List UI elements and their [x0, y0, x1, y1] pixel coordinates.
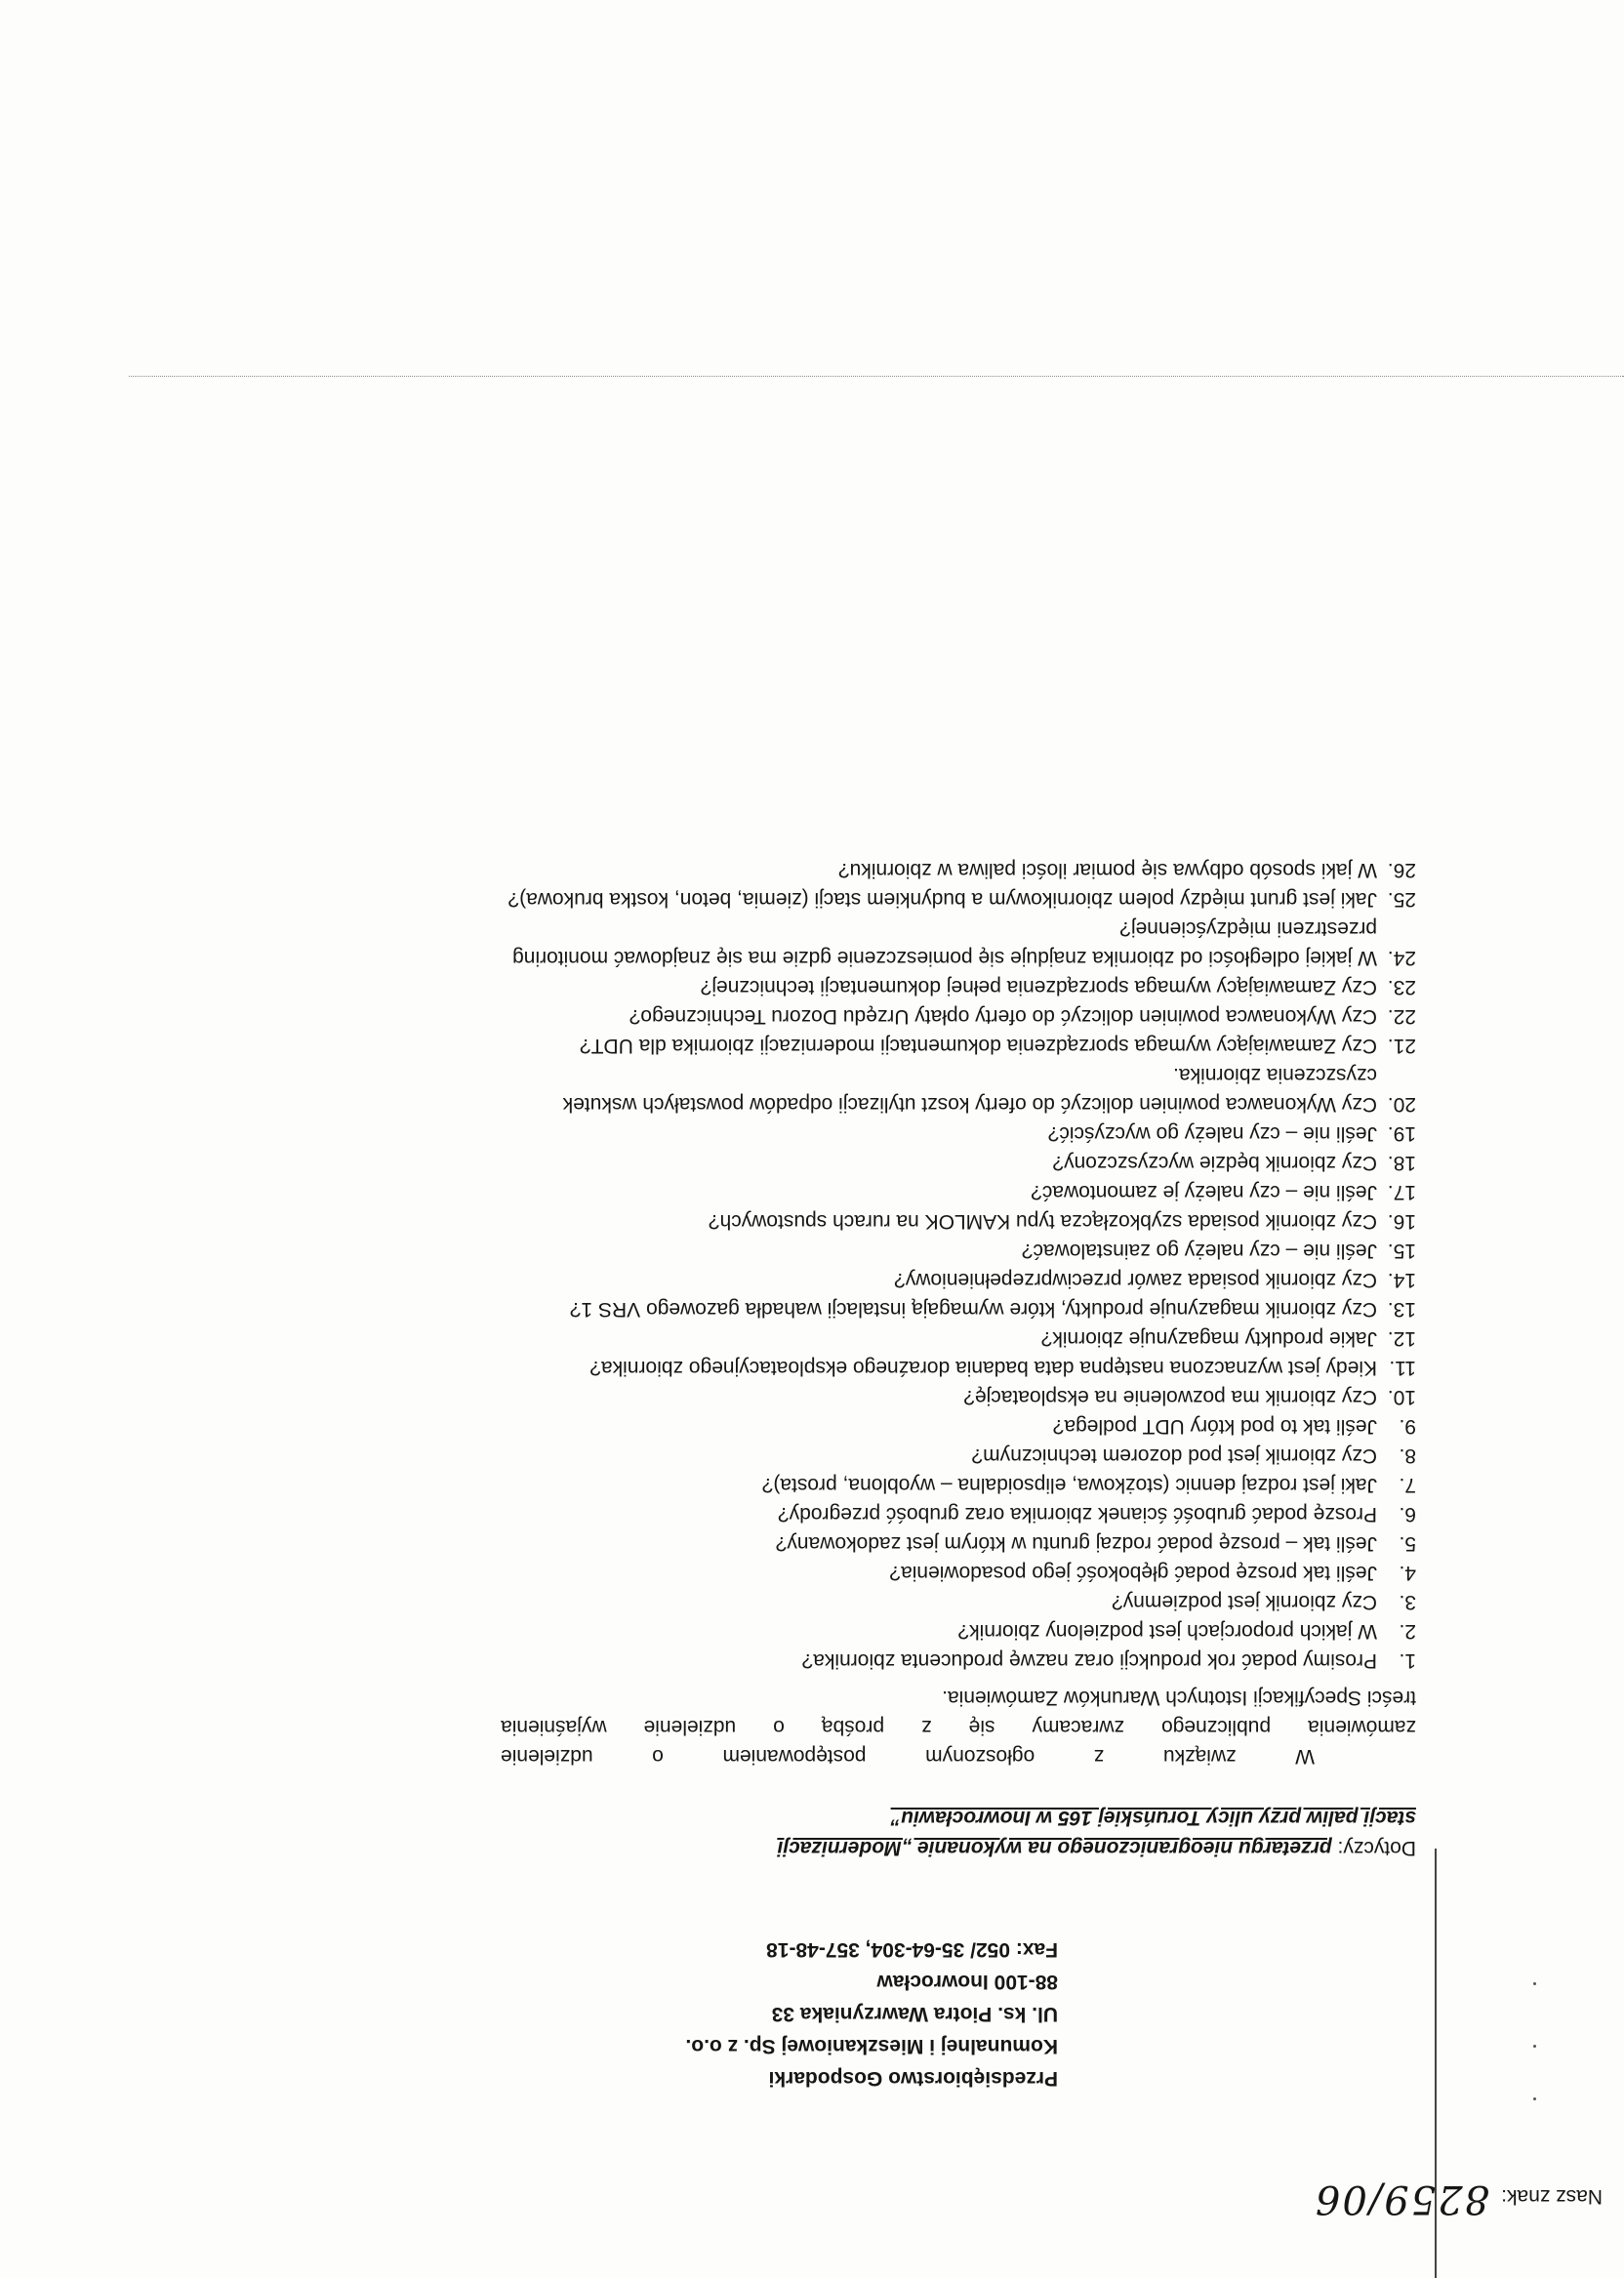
question-item: [501, 1441, 1416, 1470]
question-item: [501, 1060, 1416, 1119]
intro-paragraph: [501, 1683, 1416, 1770]
reference-number: [1314, 2176, 1603, 2221]
question-number: 20.: [1387, 1093, 1416, 1116]
address-line: Fax: 052/ 35-64-304, 357-48-18: [766, 1938, 1058, 1961]
question-text: Proszę podać grubość ścianek zbiornika oraz grubość przegrody?: [778, 1503, 1377, 1525]
question-item: [501, 914, 1416, 972]
question-item: [501, 972, 1416, 1001]
question-number: 24.: [1387, 947, 1416, 969]
question-number: 4.: [1399, 1562, 1416, 1584]
question-number: 8.: [1399, 1444, 1416, 1467]
recipient-address: [685, 1933, 1058, 2095]
question-text: Prosimy podać rok produkcji oraz nazwę producenta zbiornika?: [801, 1649, 1377, 1672]
subject-title-line: stacji paliw przy ulicy Toruńskiej 165 w Inowrocławiu”: [890, 1807, 1416, 1829]
question-text: Czy zbiornik posiada zawór przeciwprzepełnieniowy?: [894, 1269, 1377, 1291]
question-item: [501, 1353, 1416, 1382]
intro-line: zamówienia publicznego zwracamy się z prośbą o udzielenie wyjaśnienia: [501, 1716, 1416, 1738]
question-text: Czy zbiornik posiada szybkozłącza typu KAMLOK na rurach spustowych?: [708, 1210, 1377, 1233]
question-text: Czy Wykonawca powinien doliczyć do oferty opłaty Urzędu Dozoru Technicznego?: [629, 1005, 1377, 1028]
question-number: 2.: [1399, 1620, 1416, 1643]
question-text: Czy zbiornik magazynuje produkty, które wymagają instalacji wahadła gazowego VRS 1?: [569, 1298, 1377, 1321]
question-item: [501, 855, 1416, 884]
question-text: Kiedy jest wyznaczona następna data badania doraźnego eksploatacyjnego zbiornika?: [589, 1357, 1377, 1379]
question-number: 13.: [1387, 1298, 1416, 1321]
question-item: [501, 1206, 1416, 1236]
question-item: [501, 1558, 1416, 1587]
question-item: [501, 1616, 1416, 1646]
question-text: Czy zbiornik jest pod dozorem technicznym?: [971, 1444, 1377, 1467]
question-number: 25.: [1387, 888, 1416, 911]
question-item: [501, 1499, 1416, 1528]
question-number: 22.: [1387, 1005, 1416, 1028]
question-text: Czy zbiornik ma pozwolenie na eksploatację?: [963, 1386, 1377, 1408]
question-text: Jeśli nie – czy należy je zamontować?: [1031, 1181, 1377, 1203]
question-item: [501, 1411, 1416, 1441]
subject-prefix: Dotyczy:: [1337, 1837, 1416, 1859]
question-number: 1.: [1399, 1649, 1416, 1672]
question-number: 16.: [1387, 1210, 1416, 1233]
address-line: Przedsiębiorstwo Gospodarki: [768, 2067, 1058, 2090]
question-text: W jakich proporcjach jest podzielony zbiornik?: [957, 1620, 1377, 1643]
question-number: 5.: [1399, 1532, 1416, 1555]
question-item: [501, 1528, 1416, 1558]
question-item: [501, 1323, 1416, 1353]
question-item: [501, 1119, 1416, 1148]
question-item: [501, 1646, 1416, 1675]
address-line: 88-100 Inowrocław: [876, 1971, 1058, 1993]
question-item: [501, 1148, 1416, 1177]
question-text: Jeśli nie – czy należy go zainstalować?: [1021, 1240, 1377, 1262]
question-number: 14.: [1387, 1269, 1416, 1291]
address-line: Ul. ks. Piotra Wawrzyniaka 33: [771, 2003, 1058, 2025]
question-text: Czy zbiornik będzie wyczyszczony?: [1052, 1152, 1377, 1174]
intro-line: W związku z ogłoszonym postępowaniem o udzielenie: [501, 1745, 1315, 1768]
question-number: 10.: [1387, 1386, 1416, 1408]
subject-title-line: przetargu nieograniczonego na wykonanie „Modernizacji: [777, 1837, 1332, 1859]
question-item: [501, 1382, 1416, 1411]
question-number: 15.: [1387, 1240, 1416, 1262]
question-text: W jakiej odległości od zbiornika znajduje się pomieszczenie gdzie ma się znajdować monitoring przestrzeni międzyściennej?: [512, 917, 1377, 969]
questions-list: [501, 855, 1416, 1675]
question-number: 21.: [1387, 1035, 1416, 1057]
question-text: Czy Zamawiający wymaga sporządzenia dokumentacji modernizacji zbiornika dla UDT?: [579, 1035, 1377, 1057]
question-text: Jeśli nie – czy należy go wyczyścić?: [1047, 1122, 1377, 1145]
question-number: 7.: [1399, 1474, 1416, 1496]
question-text: Jaki jest grunt między polem zbiornikowym a budynkiem stacji (ziemia, beton, kostka brukowa)?: [508, 888, 1377, 911]
question-item: [501, 1001, 1416, 1031]
handwritten-reference: 8259/06: [1313, 2176, 1490, 2221]
question-text: Jeśli tak proszę podać głębokość jego posadowienia?: [889, 1562, 1377, 1584]
question-item: [501, 1265, 1416, 1294]
scan-mark: [1533, 1982, 1536, 1985]
question-number: 18.: [1387, 1152, 1416, 1174]
question-text: Jeśli tak – proszę podać rodzaj gruntu w którym jest zadokowany?: [775, 1532, 1377, 1555]
question-text: Jaki jest rodzaj dennic (stożkowa, elipsoidalna – wyoblona, prosta)?: [761, 1474, 1377, 1496]
question-text: Czy Zamawiający wymaga sporządzenia pełnej dokumentacji technicznej?: [700, 976, 1377, 998]
question-text: Czy zbiornik jest podziemny?: [1112, 1591, 1377, 1613]
question-text: Jakie produkty magazynuje zbiornik?: [1040, 1327, 1377, 1350]
question-item: [501, 1470, 1416, 1499]
question-text: Czy Wykonawca powinien doliczyć do oferty koszt utylizacji odpadów powstałych wskutek czyszczenia zbiornika.: [562, 1064, 1377, 1116]
top-divider-line: [129, 376, 1624, 377]
intro-line: treści Specyfikacji Istotnych Warunków Zamówienia.: [942, 1687, 1416, 1709]
question-item: [501, 884, 1416, 914]
scan-mark: [1533, 2045, 1536, 2048]
question-number: 3.: [1399, 1591, 1416, 1613]
address-line: Komunalnej i Mieszkaniowej Sp. z o.o.: [685, 2035, 1058, 2057]
scan-mark: [1533, 2097, 1536, 2100]
question-item: [501, 1177, 1416, 1206]
question-item: [501, 1031, 1416, 1060]
question-item: [501, 1294, 1416, 1323]
subject: [777, 1803, 1416, 1863]
question-item: [501, 1236, 1416, 1265]
question-number: 26.: [1387, 859, 1416, 881]
question-number: 6.: [1399, 1503, 1416, 1525]
question-number: 19.: [1387, 1122, 1416, 1145]
question-text: W jaki sposób odbywa się pomiar ilości paliwa w zbiorniku?: [837, 859, 1377, 881]
question-number: 12.: [1387, 1327, 1416, 1350]
question-number: 23.: [1387, 976, 1416, 998]
question-number: 17.: [1387, 1181, 1416, 1203]
question-number: 9.: [1399, 1415, 1416, 1438]
question-number: 11.: [1389, 1357, 1416, 1379]
question-text: Jeśli tak to pod który UDT podlega?: [1052, 1415, 1377, 1438]
question-item: [501, 1587, 1416, 1616]
reference-label: Nasz znak:: [1501, 2185, 1603, 2208]
